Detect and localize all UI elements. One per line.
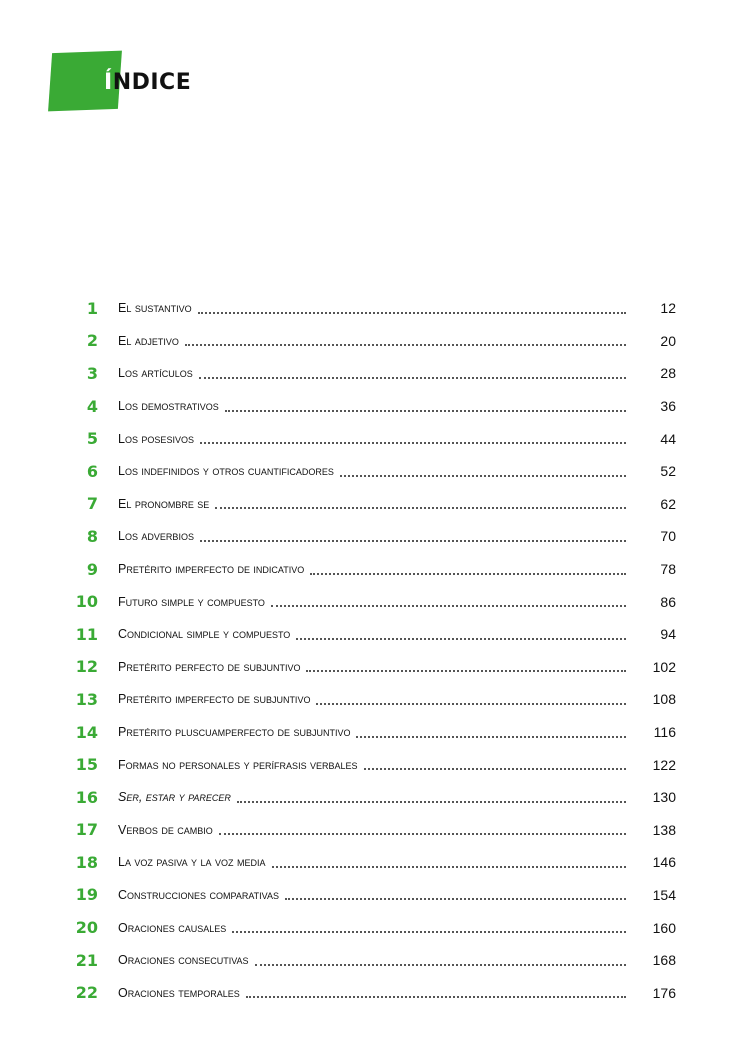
chapter-title: El sustantivo [118, 301, 192, 316]
toc-entry[interactable] [60, 716, 676, 749]
page-number: 86 [660, 593, 676, 610]
page-number: 52 [660, 463, 676, 480]
chapter-title: Los indefinidos y otros cuantificadores [118, 464, 334, 479]
dot-leader [199, 376, 626, 379]
dot-leader [246, 995, 626, 998]
chapter-title: El adjetivo [118, 333, 179, 348]
dot-leader [340, 474, 626, 477]
page-number: 130 [652, 789, 676, 806]
chapter-number: 14 [75, 722, 98, 742]
chapter-title: Futuro simple y compuesto [118, 594, 265, 609]
toc-entry[interactable] [60, 748, 676, 781]
toc-entry[interactable] [60, 781, 676, 814]
dot-leader [237, 800, 626, 803]
toc-entry[interactable] [60, 911, 676, 944]
toc-entry[interactable] [60, 976, 676, 1009]
chapter-title: Los posesivos [118, 431, 194, 446]
page-number: 160 [652, 919, 676, 936]
chapter-title: Pretérito imperfecto de subjuntivo [118, 692, 311, 707]
chapter-title: Construcciones comparativas [118, 887, 280, 902]
page-number: 36 [660, 398, 676, 415]
toc-entry[interactable] [60, 422, 676, 455]
toc-entry[interactable] [60, 846, 676, 879]
dot-leader [219, 832, 626, 835]
page-number: 138 [652, 821, 676, 838]
toc-entry[interactable] [60, 585, 676, 618]
dot-leader [232, 930, 626, 933]
toc-entry[interactable] [60, 455, 676, 488]
chapter-number: 16 [75, 787, 98, 807]
dot-leader [316, 702, 626, 705]
chapter-title: La voz pasiva y la voz media [118, 855, 266, 870]
chapter-number: 12 [75, 657, 98, 677]
page-number: 176 [652, 984, 676, 1001]
chapter-number: 7 [86, 494, 98, 514]
dot-leader [255, 963, 626, 966]
chapter-number: 15 [75, 755, 98, 775]
page-number: 44 [660, 430, 676, 447]
chapter-number: 21 [75, 950, 98, 970]
chapter-title: Oraciones consecutivas [118, 953, 249, 968]
toc-entry[interactable] [60, 488, 676, 521]
chapter-title: Los artículos [118, 366, 193, 381]
chapter-number: 18 [75, 852, 98, 872]
toc-entry[interactable] [60, 651, 676, 684]
dot-leader [185, 343, 626, 346]
chapter-number: 5 [86, 429, 98, 449]
chapter-number: 20 [75, 918, 98, 938]
page-number: 12 [660, 300, 676, 317]
toc-entry[interactable] [60, 553, 676, 586]
chapter-title: Condicional simple y compuesto [118, 627, 291, 642]
toc-entry[interactable] [60, 618, 676, 651]
toc-entry[interactable] [60, 292, 676, 325]
dot-leader [272, 865, 627, 868]
chapter-number: 13 [75, 689, 98, 709]
dot-leader [306, 669, 626, 672]
toc-entry[interactable] [60, 520, 676, 553]
page-number: 20 [660, 332, 676, 349]
index-header [48, 48, 218, 120]
chapter-number: 1 [86, 298, 98, 318]
page-number: 122 [652, 756, 676, 773]
page-number: 168 [652, 952, 676, 969]
title-initial: Í [104, 70, 113, 95]
chapter-number: 9 [86, 559, 98, 579]
dot-leader [356, 735, 626, 738]
chapter-title: Oraciones temporales [118, 985, 240, 1000]
toc-entry[interactable] [60, 325, 676, 358]
chapter-number: 4 [86, 396, 98, 416]
page-number: 70 [660, 528, 676, 545]
chapter-title: Pretérito imperfecto de indicativo [118, 562, 305, 577]
toc-entry[interactable] [60, 357, 676, 390]
dot-leader [200, 539, 626, 542]
table-of-contents [60, 292, 676, 1009]
dot-leader [296, 637, 626, 640]
chapter-number: 3 [86, 363, 98, 383]
chapter-title: Los adverbios [118, 529, 194, 544]
page-number: 154 [652, 886, 676, 903]
chapter-number: 10 [75, 592, 98, 612]
page-number: 28 [660, 365, 676, 382]
chapter-title: Pretérito pluscuamperfecto de subjuntivo [118, 725, 351, 740]
title-rest: NDICE [112, 70, 192, 95]
chapter-title: Verbos de cambio [118, 822, 213, 837]
toc-entry[interactable] [60, 944, 676, 977]
dot-leader [200, 441, 626, 444]
page-number: 78 [660, 561, 676, 578]
toc-entry[interactable] [60, 683, 676, 716]
dot-leader [225, 409, 626, 412]
chapter-number: 19 [75, 885, 98, 905]
chapter-title: Pretérito perfecto de subjuntivo [118, 659, 301, 674]
chapter-number: 8 [86, 526, 98, 546]
page-number: 108 [652, 691, 676, 708]
toc-entry[interactable] [60, 814, 676, 847]
chapter-title: El pronombre se [118, 496, 210, 511]
toc-entry[interactable] [60, 390, 676, 423]
dot-leader [285, 897, 626, 900]
dot-leader [215, 506, 626, 509]
dot-leader [198, 311, 626, 314]
toc-entry[interactable] [60, 879, 676, 912]
chapter-title: Oraciones causales [118, 920, 227, 935]
chapter-number: 11 [75, 624, 98, 644]
page-number: 94 [660, 626, 676, 643]
chapter-number: 2 [86, 331, 98, 351]
chapter-number: 17 [75, 820, 98, 840]
chapter-number: 22 [75, 983, 98, 1003]
chapter-title: Formas no personales y perífrasis verbales [118, 757, 358, 772]
page-title [104, 70, 191, 95]
dot-leader [310, 572, 626, 575]
dot-leader [364, 767, 626, 770]
page-number: 62 [660, 495, 676, 512]
page-number: 116 [653, 724, 676, 741]
chapter-number: 6 [86, 461, 98, 481]
chapter-title: Los demostrativos [118, 399, 219, 414]
page-number: 102 [652, 658, 676, 675]
chapter-title: Ser, estar y parecer [118, 790, 231, 805]
dot-leader [271, 604, 626, 607]
page-number: 146 [652, 854, 676, 871]
